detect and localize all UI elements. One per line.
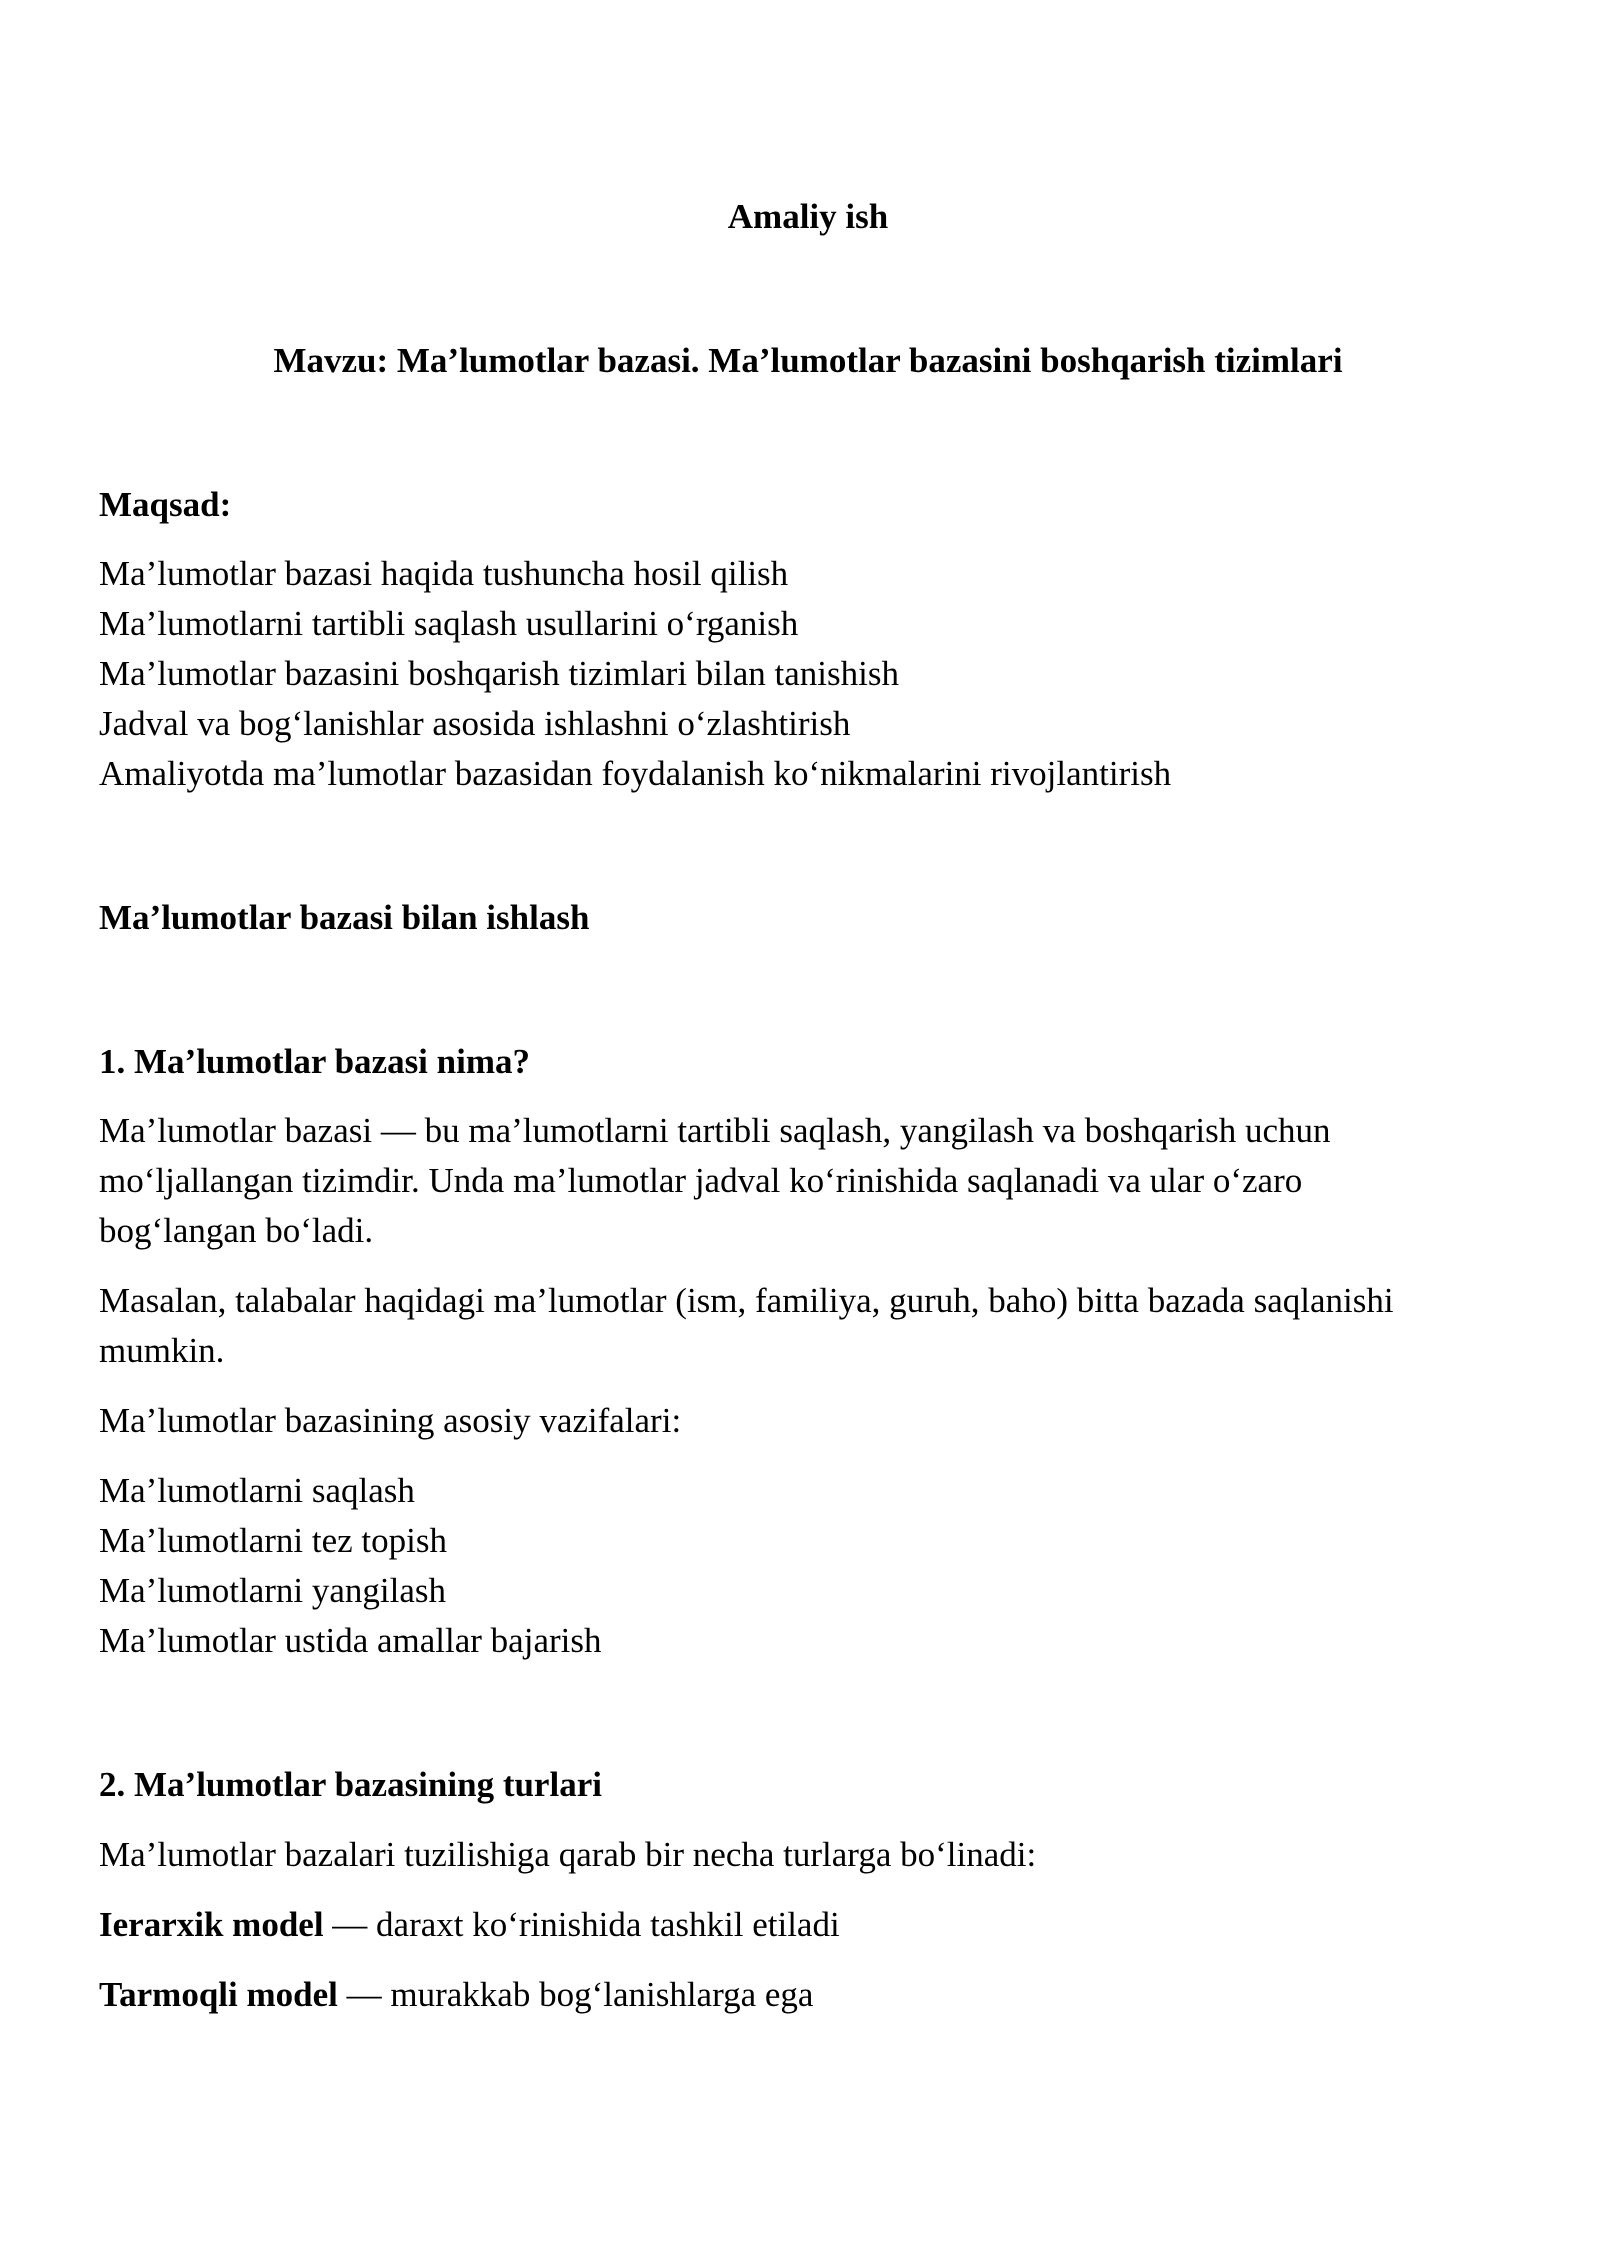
paragraph-line: mo‘ljallangan tizimdir. Unda ma’lumotlar jadval ko‘rinishida saqlanadi va ular o‘zaro xyxy=(99,1161,1303,1200)
model-term: Tarmoqli model xyxy=(99,1975,338,2014)
model-term: Ierarxik model xyxy=(99,1905,324,1944)
model-description: — murakkab bog‘lanishlarga ega xyxy=(337,1975,814,2014)
section-1-paragraph-3: Ma’lumotlar bazasining asosiy vazifalari: xyxy=(99,1401,682,1440)
section-2-intro: Ma’lumotlar bazalari tuzilishiga qarab bir necha turlarga bo‘linadi: xyxy=(99,1835,1037,1874)
task-item: Ma’lumotlarni saqlash xyxy=(99,1471,415,1510)
paragraph-line: Masalan, talabalar haqidagi ma’lumotlar (ism, familiya, guruh, baho) bitta bazada saqlanishi xyxy=(99,1281,1394,1320)
section-heading: Ma’lumotlar bazasi bilan ishlash xyxy=(99,898,590,937)
goal-list xyxy=(99,549,1171,799)
goal-item: Ma’lumotlarni tartibli saqlash usullarini o‘rganish xyxy=(99,604,799,643)
paragraph-line: mumkin. xyxy=(99,1331,225,1370)
task-list xyxy=(99,1466,601,1666)
goal-item: Jadval va bog‘lanishlar asosida ishlashni o‘zlashtirish xyxy=(99,704,851,743)
task-item: Ma’lumotlar ustida amallar bajarish xyxy=(99,1621,602,1660)
paragraph-line: Ma’lumotlar bazasi — bu ma’lumotlarni tartibli saqlash, yangilash va boshqarish uchun xyxy=(99,1111,1331,1150)
task-item: Ma’lumotlarni tez topish xyxy=(99,1521,447,1560)
task-item: Ma’lumotlarni yangilash xyxy=(99,1571,447,1610)
goal-heading: Maqsad: xyxy=(99,485,232,524)
section-1-paragraph-2 xyxy=(99,1276,1394,1376)
goal-item: Ma’lumotlar bazasini boshqarish tizimlari bilan tanishish xyxy=(99,654,899,693)
topic-heading: Mavzu: Ma’lumotlar bazasi. Ma’lumotlar bazasini boshqarish tizimlari xyxy=(273,341,1343,380)
goal-item: Ma’lumotlar bazasi haqida tushuncha hosil qilish xyxy=(99,554,789,593)
section-2-heading: 2. Ma’lumotlar bazasining turlari xyxy=(99,1765,602,1804)
model-item xyxy=(99,1900,840,1950)
model-description: — daraxt ko‘rinishida tashkil etiladi xyxy=(323,1905,840,1944)
document-title: Amaliy ish xyxy=(727,197,889,236)
goal-item: Amaliyotda ma’lumotlar bazasidan foydalanish ko‘nikmalarini rivojlantirish xyxy=(99,754,1172,793)
section-1-paragraph-1 xyxy=(99,1106,1331,1256)
section-1-heading: 1. Ma’lumotlar bazasi nima? xyxy=(99,1042,531,1081)
paragraph-line: bog‘langan bo‘ladi. xyxy=(99,1211,374,1250)
model-item xyxy=(99,1970,813,2020)
